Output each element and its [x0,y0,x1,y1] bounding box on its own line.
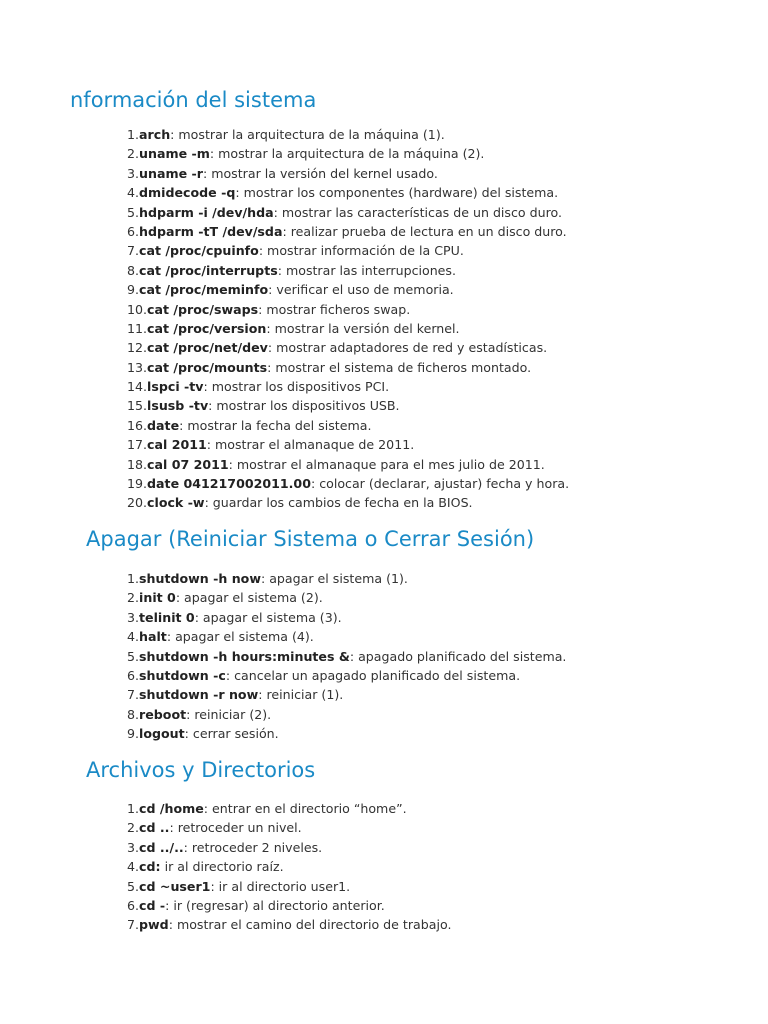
command-description: : guardar los cambios de fecha en la BIOS. [204,495,473,511]
list-item [127,125,569,144]
item-number: 2. [127,590,140,606]
command-name: logout [139,726,185,742]
item-number: 16. [127,417,148,433]
item-number: 7. [127,243,140,259]
item-number: 13. [127,359,148,375]
command-description: : mostrar el sistema de ficheros montado. [267,359,532,375]
command-description: : mostrar la fecha del sistema. [179,417,372,433]
command-name: cal 07 2011 [147,456,229,472]
command-description: : mostrar la arquitectura de la máquina (1). [170,127,445,142]
item-number: 1. [127,801,140,816]
command-name: cat /proc/meminfo [139,282,269,298]
command-name: init 0 [139,590,176,606]
command-name: cat /proc/net/dev [147,340,268,356]
command-description: : apagar el sistema (2). [175,590,323,606]
command-name: cd .. [139,820,170,836]
item-number: 7. [127,917,140,933]
item-number: 20. [127,495,148,511]
command-name: cat /proc/interrupts [139,262,278,278]
command-description: : mostrar el camino del directorio de trabajo. [168,917,452,933]
item-number: 8. [127,706,140,722]
command-description: ir al directorio raíz. [160,859,284,875]
list-item [127,666,566,685]
item-number: 9. [127,282,140,298]
command-description: : cerrar sesión. [184,726,279,742]
command-name: clock -w [147,495,205,511]
list-item [127,818,451,837]
list-item [127,416,569,435]
command-description: : mostrar la versión del kernel. [266,320,460,336]
command-name: shutdown -r now [139,687,259,703]
list-item [127,144,569,163]
command-name: cat /proc/mounts [147,359,268,375]
command-name: hdparm -i /dev/hda [139,204,274,220]
command-description: : mostrar los dispositivos USB. [208,398,400,414]
list-item [127,685,566,704]
command-description: : retroceder 2 niveles. [183,839,323,855]
command-name: shutdown -h hours:minutes & [139,648,350,664]
command-description: : mostrar adaptadores de red y estadísticas. [267,340,548,356]
command-name: pwd [139,917,169,933]
list-item [127,588,566,607]
section-heading: Archivos y Directorios [86,758,316,782]
list-item [127,838,451,857]
command-name: cd ~user1 [139,878,211,894]
command-description: : mostrar el almanaque de 2011. [206,437,415,453]
list-item [127,338,569,357]
command-description: : mostrar ficheros swap. [258,301,411,317]
item-number: 17. [127,437,148,453]
command-name: shutdown -c [139,667,226,683]
item-number: 1. [127,127,140,142]
item-number: 14. [127,379,148,395]
command-name: lsusb -tv [147,398,209,414]
list-item [127,915,451,934]
command-description: : mostrar los componentes (hardware) del sistema. [235,185,559,201]
command-name: cd: [139,859,161,875]
list-item [127,222,569,241]
item-number: 12. [127,340,148,356]
item-number: 5. [127,878,140,894]
list-item [127,280,569,299]
section-heading: Apagar (Reiniciar Sistema o Cerrar Sesión) [86,527,535,551]
list-item [127,627,566,646]
command-description: : mostrar la versión del kernel usado. [202,165,438,181]
list-item [127,705,566,724]
command-description: : colocar (declarar, ajustar) fecha y hora. [310,476,570,492]
command-name: cal 2011 [147,437,207,453]
command-name: hdparm -tT /dev/sda [139,223,283,239]
command-name: date [147,417,180,433]
command-list [127,125,569,513]
command-list [127,569,566,744]
list-item [127,799,451,818]
command-name: cd - [139,897,166,913]
item-number: 3. [127,839,140,855]
command-description: : reiniciar (2). [186,706,272,722]
command-name: uname -m [139,146,210,162]
list-item [127,203,569,222]
item-number: 3. [127,165,140,181]
item-number: 3. [127,609,140,625]
list-item [127,493,569,512]
command-list [127,799,451,935]
list-item [127,241,569,260]
item-number: 2. [127,146,140,162]
list-item [127,300,569,319]
list-item [127,183,569,202]
command-name: arch [139,127,171,142]
list-item [127,896,451,915]
item-number: 4. [127,185,140,201]
list-item [127,261,569,280]
command-name: uname -r [139,165,203,181]
command-description: : verificar el uso de memoria. [268,282,454,298]
list-item [127,455,569,474]
command-name: cat /proc/version [147,320,267,336]
command-name: cd ../.. [139,839,184,855]
item-number: 11. [127,320,148,336]
item-number: 2. [127,820,140,836]
command-description: : reiniciar (1). [258,687,344,703]
list-item [127,164,569,183]
item-number: 5. [127,648,140,664]
command-description: : apagar el sistema (3). [194,609,342,625]
command-name: cat /proc/swaps [147,301,259,317]
command-description: : mostrar información de la CPU. [258,243,464,259]
item-number: 5. [127,204,140,220]
command-name: cd /home [139,801,204,816]
item-number: 4. [127,859,140,875]
command-description: : apagar el sistema (1). [260,571,408,586]
list-item [127,377,569,396]
list-item [127,569,566,588]
command-name: lspci -tv [147,379,204,395]
list-item [127,435,569,454]
command-description: : retroceder un nivel. [169,820,302,836]
command-name: halt [139,629,167,645]
item-number: 1. [127,571,140,586]
list-item [127,647,566,666]
item-number: 7. [127,687,140,703]
command-name: cat /proc/cpuinfo [139,243,259,259]
list-item [127,724,566,743]
list-item [127,877,451,896]
item-number: 6. [127,223,140,239]
list-item [127,358,569,377]
item-number: 9. [127,726,140,742]
list-item [127,608,566,627]
command-description: : mostrar las interrupciones. [277,262,456,278]
command-description: : entrar en el directorio “home”. [203,801,407,816]
item-number: 6. [127,667,140,683]
item-number: 18. [127,456,148,472]
command-description: : apagado planificado del sistema. [349,648,567,664]
item-number: 8. [127,262,140,278]
list-item [127,319,569,338]
list-item [127,474,569,493]
item-number: 19. [127,476,148,492]
command-name: dmidecode -q [139,185,236,201]
command-description: : mostrar las características de un disco duro. [273,204,562,220]
item-number: 15. [127,398,148,414]
command-name: date 041217002011.00 [147,476,311,492]
list-item [127,857,451,876]
command-description: : apagar el sistema (4). [166,629,314,645]
command-description: : mostrar el almanaque para el mes julio de 2011. [228,456,545,472]
command-name: shutdown -h now [139,571,261,586]
item-number: 10. [127,301,148,317]
command-description: : ir (regresar) al directorio anterior. [165,897,385,913]
item-number: 4. [127,629,140,645]
list-item [127,396,569,415]
command-name: reboot [139,706,187,722]
command-description: : ir al directorio user1. [210,878,351,894]
command-description: : cancelar un apagado planificado del sistema. [225,667,521,683]
command-description: : realizar prueba de lectura en un disco duro. [282,223,567,239]
item-number: 6. [127,897,140,913]
command-name: telinit 0 [139,609,195,625]
section-heading: nformación del sistema [70,88,317,112]
command-description: : mostrar la arquitectura de la máquina (2). [209,146,485,162]
command-description: : mostrar los dispositivos PCI. [203,379,390,395]
